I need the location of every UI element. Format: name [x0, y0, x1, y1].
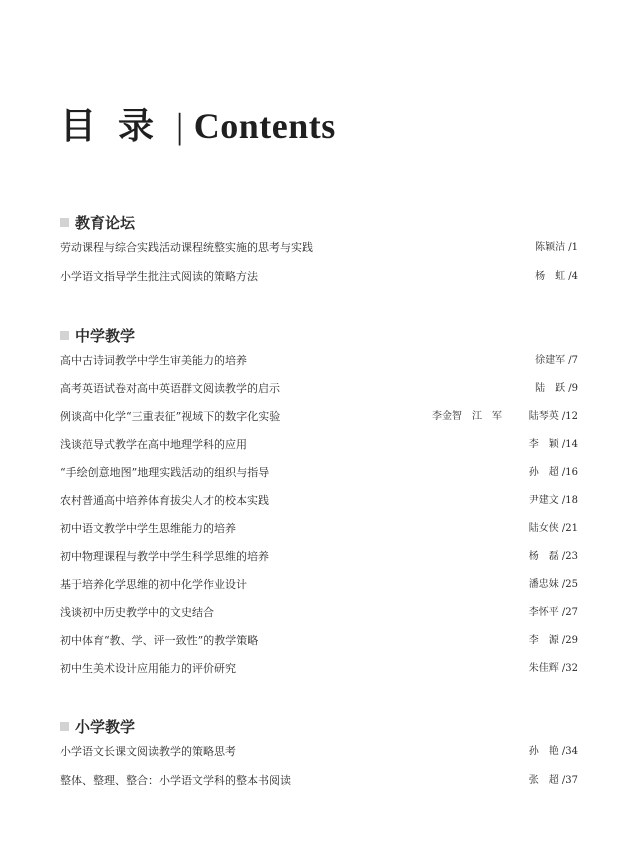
title-separator: |: [176, 106, 184, 146]
entry-author-page: 李 颖 /14: [528, 439, 578, 450]
toc-entry[interactable]: [60, 744, 578, 760]
section-header-secondary-teaching: [60, 325, 135, 345]
section-name: 教育论坛: [75, 213, 136, 232]
entry-title: 初中体育“教、学、评一致性”的教学策略: [60, 634, 259, 647]
title-en: Contents: [193, 106, 336, 146]
toc-entry[interactable]: [60, 633, 578, 649]
entry-title: 高中古诗词教学中学生审美能力的培养: [60, 354, 247, 367]
toc-entry[interactable]: [60, 240, 578, 256]
entry-title: 小学语文指导学生批注式阅读的策略方法: [60, 270, 258, 283]
entry-author-page: 张 超 /37: [528, 775, 578, 786]
entry-author-page: 陆女侠 /21: [528, 523, 578, 534]
entry-author-page: 陆 跃 /9: [535, 383, 578, 394]
toc-entry[interactable]: [60, 269, 578, 285]
section-header-primary-teaching: [60, 716, 135, 736]
section-name: 小学教学: [75, 717, 136, 736]
entry-title: 农村普通高中培养体育拔尖人才的校本实践: [60, 494, 269, 507]
entry-title: 浅谈初中历史教学中的文史结合: [60, 606, 214, 619]
entry-author-page: 杨 磊 /23: [528, 551, 578, 562]
entry-author-page: 孙 艳 /34: [528, 746, 578, 757]
section-name: 中学教学: [75, 326, 136, 345]
entry-author-page: 杨 虹 /4: [535, 271, 578, 282]
toc-entry[interactable]: [60, 437, 578, 453]
entry-title: 高考英语试卷对高中英语群文阅读教学的启示: [60, 382, 280, 395]
toc-entry[interactable]: [60, 773, 578, 789]
entry-title: 劳动课程与综合实践活动课程统整实施的思考与实践: [60, 241, 313, 254]
section-header-education-forum: [60, 212, 135, 232]
title-cn: 目录: [60, 106, 177, 146]
entry-author-page: 李怀平 /27: [528, 607, 578, 618]
entry-author-page: 李 源 /29: [528, 635, 578, 646]
toc-entry[interactable]: [60, 353, 578, 369]
entry-title: 初中生美术设计应用能力的评价研究: [60, 662, 236, 675]
toc-entry[interactable]: [60, 549, 578, 565]
entry-title: 例谈高中化学“三重表征”视域下的数字化实验: [60, 410, 281, 423]
toc-entry[interactable]: [60, 661, 578, 677]
entry-coauthors: 李金智 江 军: [432, 411, 502, 422]
toc-entry[interactable]: [60, 381, 578, 397]
square-bullet-icon: [60, 722, 69, 731]
entry-title: 浅谈范导式教学在高中地理学科的应用: [60, 438, 247, 451]
entry-author-page: 尹建文 /18: [528, 495, 578, 506]
entry-author-page: 朱佳辉 /32: [528, 663, 578, 674]
square-bullet-icon: [60, 218, 69, 227]
entry-title: 初中语文教学中学生思维能力的培养: [60, 522, 236, 535]
page-title: [60, 98, 336, 149]
entry-author-page: 孙 超 /16: [528, 467, 578, 478]
entry-title: 基于培养化学思维的初中化学作业设计: [60, 578, 247, 591]
entry-author-page: 陆琴英 /12: [528, 411, 578, 422]
entry-author-page: 潘忠妹 /25: [528, 579, 578, 590]
toc-entry[interactable]: [60, 521, 578, 537]
square-bullet-icon: [60, 331, 69, 340]
toc-entry[interactable]: [60, 493, 578, 509]
entry-title: 整体、整理、整合：小学语文学科的整本书阅读: [60, 774, 291, 787]
entry-title: 初中物理课程与教学中学生科学思维的培养: [60, 550, 269, 563]
entry-title: 小学语文长课文阅读教学的策略思考: [60, 745, 236, 758]
toc-entry[interactable]: [60, 409, 578, 425]
toc-entry[interactable]: [60, 465, 578, 481]
entry-author-page: 陈颖洁 /1: [535, 242, 578, 253]
toc-entry[interactable]: [60, 577, 578, 593]
entry-author-page: 徐建军 /7: [535, 355, 578, 366]
toc-entry[interactable]: [60, 605, 578, 621]
entry-title: “手绘创意地图”地理实践活动的组织与指导: [60, 466, 270, 479]
